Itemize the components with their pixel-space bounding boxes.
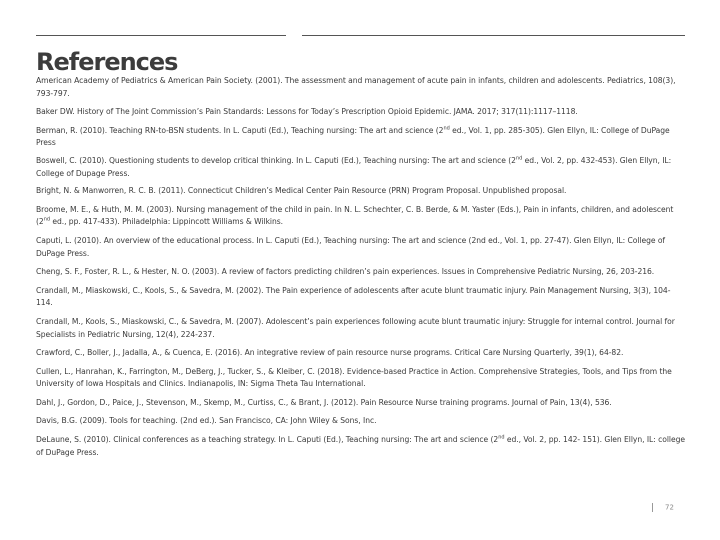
reference-item: American Academy of Pediatrics & American Pain Society. (2001). The assessment and management of acute pain in infants, children and adolescents. Pediatrics, 108(3), 793-797. xyxy=(36,76,676,98)
header-rule-left xyxy=(36,35,286,36)
header-rule-right xyxy=(302,35,685,36)
reference-item: Bright, N. & Manworren, R. C. B. (2011). Connecticut Children’s Medical Center Pain Resource (PRN) Program Proposal. Unpublished proposal. xyxy=(36,186,567,196)
reference-item: Crandall, M., Kools, S., Miaskowski, C., & Savedra, M. (2007). Adolescent’s pain experiences following acute blunt traumatic injury: Struggle for internal control. Journal for Specialists in Pediatric Nursing, 12(4), 224-237. xyxy=(36,316,675,339)
reference-item: Boswell, C. (2010). Questioning students to develop critical thinking. In L. Caputi (Ed.), Teaching nursing: The art and science (2nd ed., Vol. 2, pp. 432-453). Glen Ellyn, IL: College of Dupage Press. xyxy=(36,155,672,178)
reference-item: Baker DW. History of The Joint Commission’s Pain Standards: Lessons for Today’s Prescription Opioid Epidemic. JAMA. 2017; 317(11):1117–1118. xyxy=(36,107,578,117)
reference-item: Berman, R. (2010). Teaching RN-to-BSN students. In L. Caputi (Ed.), Teaching nursing: The art and science (2nd ed., Vol. 1, pp. 285-305). Glen Ellyn, IL: College of DuPage Press xyxy=(36,125,670,148)
reference-item: Cullen, L., Hanrahan, K., Farrington, M., DeBerg, J., Tucker, S., & Kleiber, C. (2018). Evidence-based Practice in Action. Comprehensive Strategies, Tools, and Tips from the University of Iowa Hospitals and Clinics. Indianapolis, IN: Sigma Theta Tau International. xyxy=(36,366,672,389)
reference-item: Crawford, C., Boller, J., Jadalla, A., & Cuenca, E. (2016). An integrative review of pain resource nurse programs. Critical Care Nursing Quarterly, 39(1), 64-82. xyxy=(36,348,624,358)
reference-item: Cheng, S. F., Foster, R. L., & Hester, N. O. (2003). A review of factors predicting children’s pain experiences. Issues in Comprehensive Pediatric Nursing, 26, 203-216. xyxy=(36,267,655,277)
reference-item: Broome, M. E., & Huth, M. M. (2003). Nursing management of the child in pain. In N. L. Schechter, C. B. Berde, & M. Yaster (Eds.), Pain in infants, children, and adolescent (2nd ed., pp. 417-433). Philadelphia: Lippincott Williams & Wilkins. xyxy=(36,204,674,227)
page-title: References xyxy=(36,48,178,76)
page-number xyxy=(652,503,674,512)
page-number-divider xyxy=(652,503,653,512)
reference-item: DeLaune, S. (2010). Clinical conferences as a teaching strategy. In L. Caputi (Ed.), Teaching nursing: The art and science (2nd ed., Vol. 2, pp. 142- 151). Glen Ellyn, IL: college of DuPage Press. xyxy=(36,434,685,457)
reference-item: Dahl, J., Gordon, D., Paice, J., Stevenson, M., Skemp, M., Curtiss, C., & Brant, J. (2012). Pain Resource Nurse training programs. Journal of Pain, 13(4), 536. xyxy=(36,397,612,407)
reference-item: Caputi, L. (2010). An overview of the educational process. In L. Caputi (Ed.), Teaching nursing: The art and science (2nd ed., Vol. 1, pp. 27-47). Glen Ellyn, IL: College of DuPage Press. xyxy=(36,235,666,258)
reference-item: Davis, B.G. (2009). Tools for teaching. (2nd ed.). San Francisco, CA: John Wiley & Sons, Inc. xyxy=(36,416,377,426)
page-number-text: 72 xyxy=(665,503,674,512)
reference-item: Crandall, M., Miaskowski, C., Kools, S., & Savedra, M. (2002). The Pain experience of adolescents after acute blunt traumatic injury. Pain Management Nursing, 3(3), 104-114. xyxy=(36,285,671,308)
reference-list xyxy=(36,75,686,465)
